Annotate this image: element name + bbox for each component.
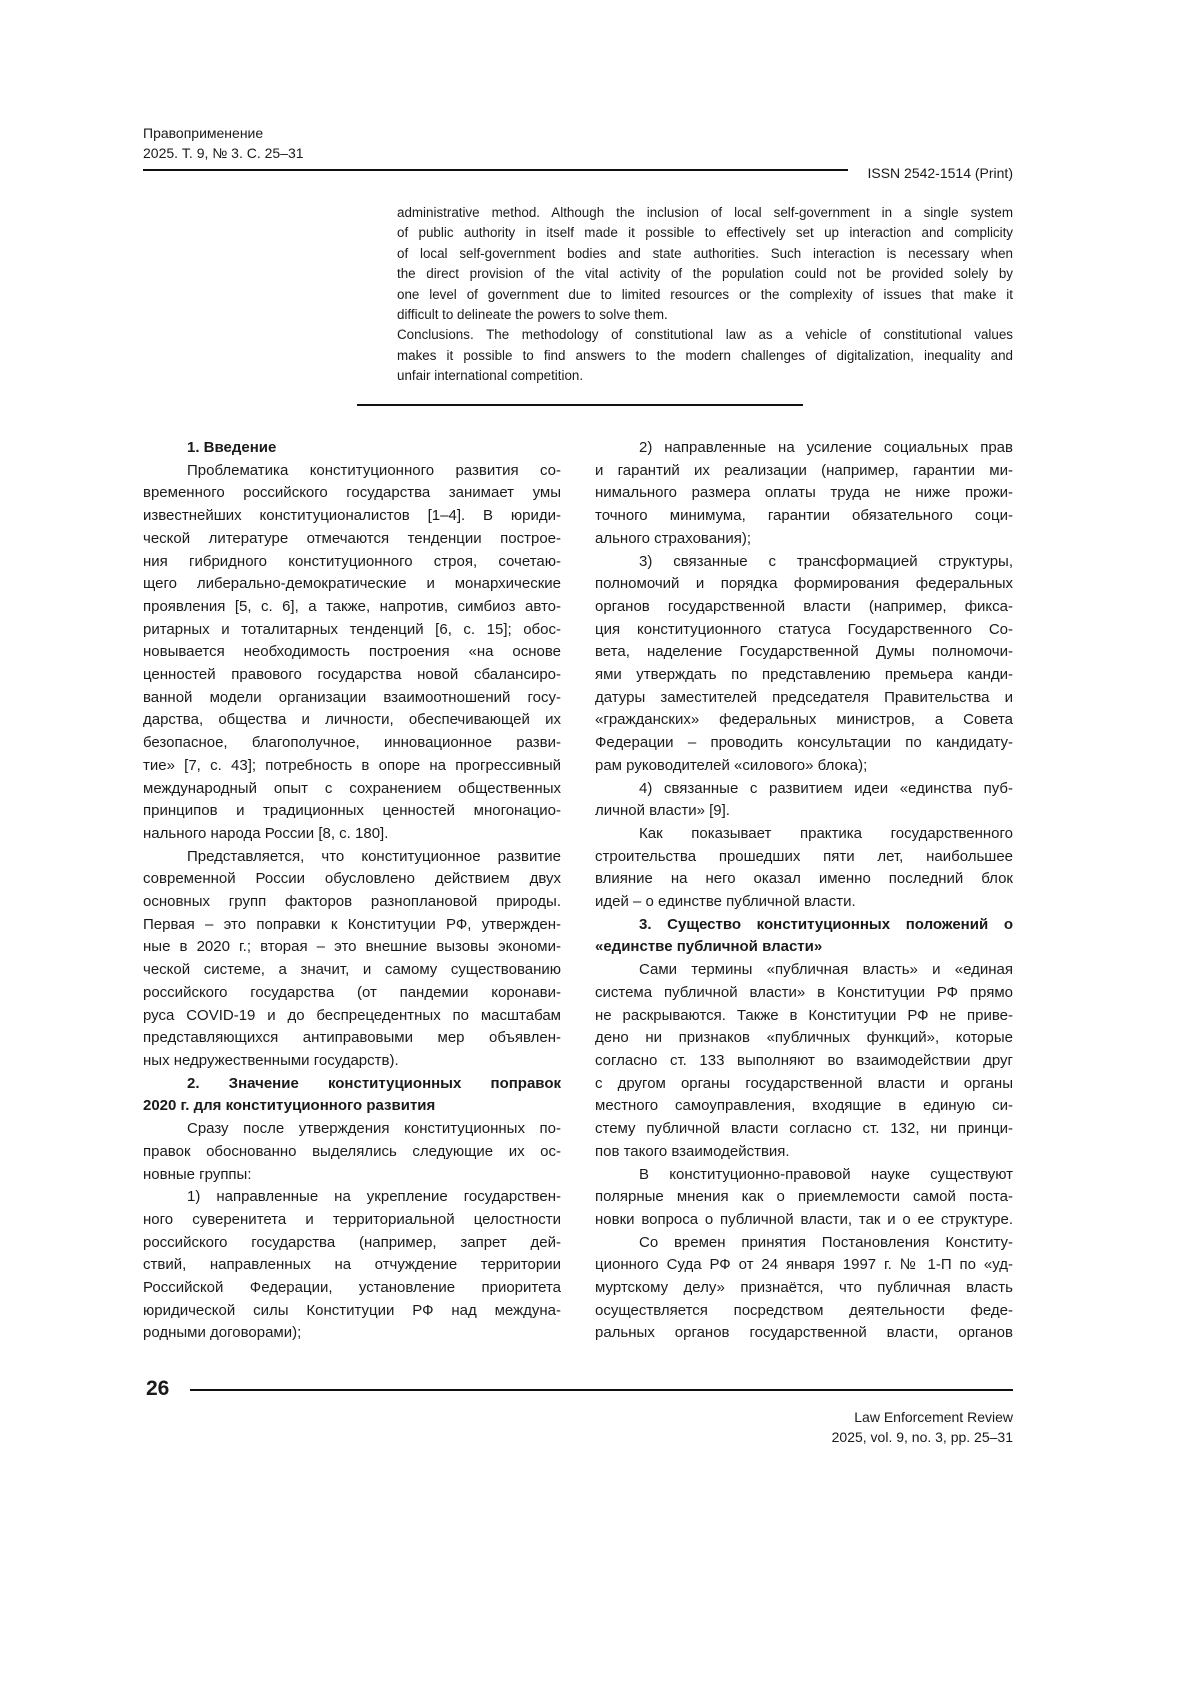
text-line: нимального размера оплаты труда не ниже прожи- [595,482,1013,505]
text-line: полярные мнения как о приемлемости самой поста- [595,1186,1013,1209]
text-line: представляющихся антиправовыми мер объявлен- [143,1027,561,1050]
text-line: «гражданских» федеральных министров, а Совета [595,709,1013,732]
section-heading-line: 1. Введение [143,437,561,460]
text-line: ценностей правового государства новой сбалансиро- [143,664,561,687]
text-line: ствий, направленных на отчуждение территории [143,1254,561,1277]
text-line: Сразу после утверждения конституционных по- [143,1118,561,1141]
text-line: ния гибридного конституционного строя, сочетаю- [143,551,561,574]
section-heading-line: «единстве публичной власти» [595,936,1013,959]
text-line: Со времен принятия Постановления Конститу- [595,1232,1013,1255]
text-line: ческой системе, а значит, и самому существованию [143,959,561,982]
issue-info-ru: 2025. Т. 9, № 3. С. 25–31 [143,143,304,163]
text-line: современной России обусловлено действием двух [143,868,561,891]
text-line: новные группы: [143,1164,561,1187]
running-header [143,123,304,163]
text-line: осуществляется посредством деятельности феде- [595,1300,1013,1323]
journal-title-ru: Правоприменение [143,123,304,143]
text-line: Сами термины «публичная власть» и «единая [595,959,1013,982]
text-line: вета, наделение Государственной Думы полномочи- [595,641,1013,664]
text-line: правок обоснованно выделялись следующие их ос- [143,1141,561,1164]
text-line: 3) связанные с трансформацией структуры, [595,551,1013,574]
text-line: российского государства (например, запрет дей- [143,1232,561,1255]
text-line: датуры заместителей председателя Правительства и [595,687,1013,710]
text-line: основных групп факторов разноплановой природы. [143,891,561,914]
text-line: согласно ст. 133 выполняют во взаимодействии друг [595,1050,1013,1073]
text-line: 4) связанные с развитием идеи «единства пуб- [595,778,1013,801]
text-line: новки вопроса о публичной власти, так и о ее структуре. [595,1209,1013,1232]
journal-title-en: Law Enforcement Review [832,1407,1013,1427]
text-line: родными договорами); [143,1322,561,1345]
text-line: ных недружественными государств). [143,1050,561,1073]
text-line: ционного Суда РФ от 24 января 1997 г. № 1-П по «уд- [595,1254,1013,1277]
section-heading-line: 2. Значение конституционных поправок [143,1073,561,1096]
text-line: новывается необходимость построения «на основе [143,641,561,664]
text-line: Российской Федерации, установление приоритета [143,1277,561,1300]
text-line: юридической силы Конституции РФ над междуна- [143,1300,561,1323]
text-line: Первая – это поправки к Конституции РФ, утвержден- [143,914,561,937]
abstract-text [397,203,1013,387]
text-line: безопасное, благополучное, инновационное разви- [143,732,561,755]
text-line: руса COVID-19 и до беспрецедентных по масштабам [143,1005,561,1028]
text-line: 1) направленные на укрепление государствен- [143,1186,561,1209]
text-line: ция конституционного статуса Государственного Со- [595,619,1013,642]
text-line: личной власти» [9]. [595,800,1013,823]
text-line: one level of government due to limited resources or the complexity of issues that make it [397,285,1013,305]
abstract-separator [357,404,803,406]
section-heading-line: 3. Существо конституционных положений о [595,914,1013,937]
text-line: муртскому делу» признаётся, что публичная власть [595,1277,1013,1300]
text-line: ральных органов государственной власти, органов [595,1322,1013,1345]
page-number: 26 [146,1377,169,1401]
text-line: Как показывает практика государственного [595,823,1013,846]
text-line: Представляется, что конституционное развитие [143,846,561,869]
text-line: difficult to delineate the powers to solve them. [397,305,1013,325]
section-heading-line: 2020 г. для конституционного развития [143,1095,561,1118]
text-line: Проблематика конституционного развития со- [143,460,561,483]
text-line: ями утверждать по представлению премьера канди- [595,664,1013,687]
text-line: Федерации – проводить консультации по кандидату- [595,732,1013,755]
text-line: ритарных и тоталитарных тенденций [6, с. 15]; обос- [143,619,561,642]
text-line: временного российского государства занимает умы [143,482,561,505]
text-line: тие» [7, с. 43]; потребность в опоре на прогрессивный [143,755,561,778]
text-line: 2) направленные на усиление социальных прав [595,437,1013,460]
text-line: of local self-government bodies and state authorities. Such interaction is necessary when [397,244,1013,264]
text-line: дено ни признаков «публичных функций», которые [595,1027,1013,1050]
text-line: принципов и традиционных ценностей многонацио- [143,800,561,823]
text-line: проявления [5, с. 6], а также, напротив, симбиоз авто- [143,596,561,619]
text-line: и гарантий их реализации (например, гарантии ми- [595,460,1013,483]
text-line: ные в 2020 г.; вторая – это внешние вызовы экономи- [143,936,561,959]
text-line: В конституционно-правовой науке существуют [595,1164,1013,1187]
text-line: makes it possible to find answers to the modern challenges of digitalization, inequality and [397,346,1013,366]
text-line: нального народа России [8, с. 180]. [143,823,561,846]
text-line: стему публичной власти согласно ст. 132, ни принци- [595,1118,1013,1141]
issue-info-en: 2025, vol. 9, no. 3, pp. 25–31 [832,1427,1013,1447]
text-line: строительства прошедших пяти лет, наибольшее [595,846,1013,869]
left-column [143,437,561,1345]
text-line: местного самоуправления, входящие в единую си- [595,1095,1013,1118]
text-line: не раскрываются. Также в Конституции РФ не приве- [595,1005,1013,1028]
text-line: идей – о единстве публичной власти. [595,891,1013,914]
text-line: система публичной власти» в Конституции РФ прямо [595,982,1013,1005]
text-line: ванной модели организации взаимоотношений госу- [143,687,561,710]
text-line: известнейших конституционалистов [1–4]. В юриди- [143,505,561,528]
footer-rule [190,1389,1013,1391]
text-line: Conclusions. The methodology of constitutional law as a vehicle of constitutional values [397,325,1013,345]
text-line: полномочий и порядка формирования федеральных [595,573,1013,596]
header-rule [143,169,848,171]
text-line: ального страхования); [595,528,1013,551]
text-line: of public authority in itself made it possible to effectively set up interaction and complicity [397,223,1013,243]
text-line: влияние на него оказал именно последний блок [595,868,1013,891]
text-line: пов такого взаимодействия. [595,1141,1013,1164]
text-line: ного суверенитета и территориальной целостности [143,1209,561,1232]
text-line: органов государственной власти (например, фикса- [595,596,1013,619]
right-column [595,437,1013,1345]
text-line: точного минимума, гарантии обязательного соци- [595,505,1013,528]
text-line: the direct provision of the vital activity of the population could not be provided solely by [397,264,1013,284]
text-line: рам руководителей «силового» блока); [595,755,1013,778]
text-line: administrative method. Although the inclusion of local self-government in a single system [397,203,1013,223]
text-line: unfair international competition. [397,366,1013,386]
issn: ISSN 2542-1514 (Print) [867,163,1013,183]
running-footer [832,1407,1013,1447]
text-line: щего либерально-демократические и монархические [143,573,561,596]
text-line: ческой литературе отмечаются тенденции построе- [143,528,561,551]
text-line: с другом органы государственной власти и органы [595,1073,1013,1096]
text-line: российского государства (от пандемии коронави- [143,982,561,1005]
text-line: дарства, общества и личности, обеспечивающей их [143,709,561,732]
text-line: международный опыт с сохранением общественных [143,778,561,801]
